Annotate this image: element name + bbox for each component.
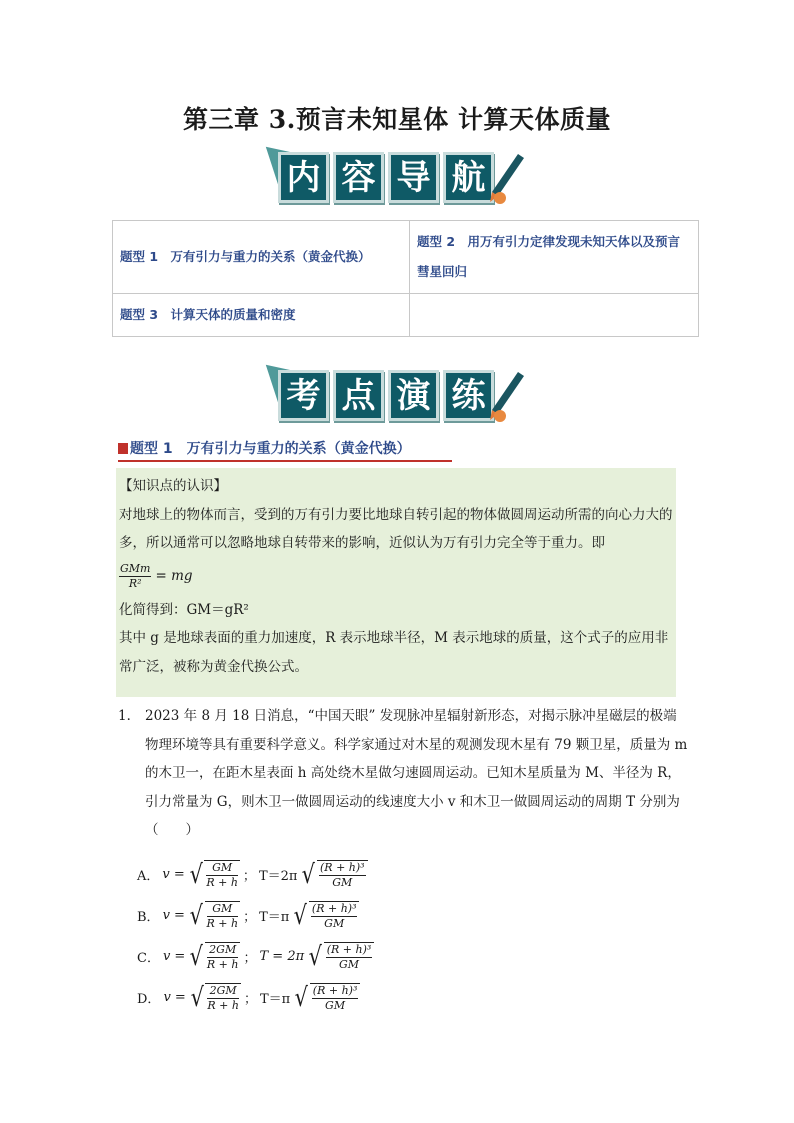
- option-b[interactable]: B． v = √ $\frac{GM}{R + h}$ ； T＝π √ $\frac{\text{(R + h)³}}{GM}$: [137, 895, 374, 936]
- content-navigation-table: [112, 220, 699, 337]
- nav-item-type-2[interactable]: 题型 2 用万有引力定律发现未知天体以及预言彗星回归: [410, 221, 699, 294]
- option-d[interactable]: D． v = √ $\frac{2GM}{R + h}$ ； T＝π √ $\frac{\text{(R + h)³}}{GM}$: [137, 977, 374, 1018]
- banner-practice: [270, 366, 530, 428]
- gravity-formula: [119, 558, 673, 596]
- simplified-formula: 化简得到：GM＝gR²: [119, 601, 249, 618]
- section-heading-text: 题型 1 万有引力与重力的关系（黄金代换）: [130, 441, 411, 457]
- nav-item-type-3[interactable]: 题型 3 计算天体的质量和密度: [113, 294, 410, 337]
- question-number: 1．: [118, 708, 141, 724]
- square-marker-icon: [118, 443, 128, 454]
- knowledge-title: 【知识点的认识】: [119, 478, 227, 494]
- nav-item-type-1[interactable]: 题型 1 万有引力与重力的关系（黄金代换）: [113, 221, 410, 294]
- formula-numerator: GMm: [120, 562, 151, 575]
- pen-icon: [488, 366, 528, 426]
- banner-char: 点: [333, 370, 384, 421]
- knowledge-paragraph: 对地球上的物体而言，受到的万有引力要比地球自转引起的物体做圆周运动所需的向心力大的多，所以通常可以忽略地球自转带来的影响，近似认为万有引力完全等于重力。即: [119, 506, 673, 551]
- nav-item-empty: [410, 294, 699, 337]
- answer-options: [137, 854, 374, 1018]
- formula-denominator: R²: [128, 577, 142, 590]
- knowledge-paragraph: 其中 g 是地球表面的重力加速度，R 表示地球半径，M 表示地球的质量，这个式子的应用非常广泛，被称为黄金代换公式。: [119, 630, 669, 675]
- banner-char: 导: [388, 152, 439, 203]
- banner-char: 演: [388, 370, 439, 421]
- banner-char: 航: [443, 152, 494, 203]
- pen-icon: [488, 148, 528, 208]
- banner-char: 考: [278, 370, 329, 421]
- question-stem: 2023 年 8 月 18 日消息，“中国天眼” 发现脉冲星辐射新形态，对揭示脉冲星磁层的极端物理环境等具有重要科学意义。科学家通过对木星的观测发现木星有 79 颗卫星，质量为 m 的木卫一，在距木星表面 h 高处绕木星做匀速圆周运动。已知木星质量为 M、半径为 R，引力常量为 G，则木卫一做圆周运动的线速度大小 v 和木卫一做圆周运动的周期 T 分别为（ ）: [145, 708, 688, 838]
- banner-char: 容: [333, 152, 384, 203]
- option-c[interactable]: C． v = √ $\frac{2GM}{R + h}$ ； T = 2π √ $\frac{\text{(R + h)³}}{GM}$: [137, 936, 374, 977]
- question-1: [118, 702, 688, 845]
- formula-rhs: = mg: [155, 568, 193, 585]
- banner-content-navigation: [270, 148, 530, 210]
- knowledge-box: [116, 468, 676, 697]
- banner-char: 内: [278, 152, 329, 203]
- page-title: 第三章 3.预言未知星体 计算天体质量: [182, 105, 611, 134]
- section-heading: [118, 438, 452, 462]
- banner-char: 练: [443, 370, 494, 421]
- option-a[interactable]: A． v = √ $\frac{GM}{R + h}$ ； T＝2π √ $\frac{\text{(R + h)³}}{GM}$: [137, 854, 374, 895]
